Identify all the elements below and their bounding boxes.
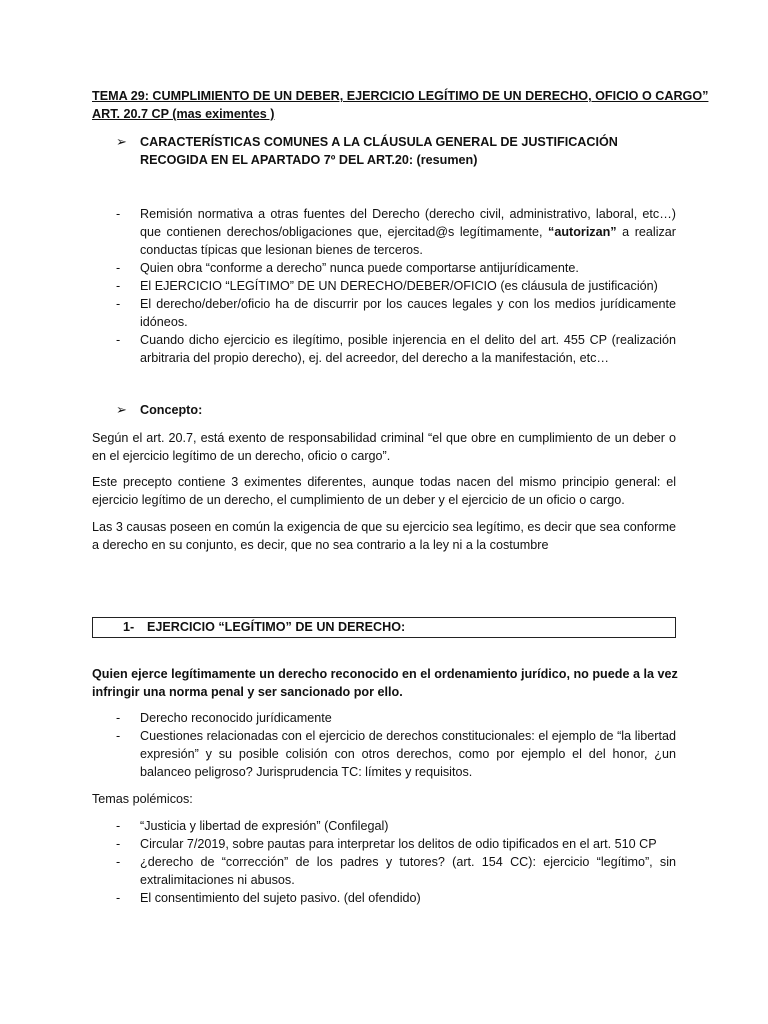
list-item-text (140, 207, 676, 257)
section-number: 1- (123, 620, 135, 634)
dash-bullet: - (116, 333, 121, 347)
arrow-bullet-icon: ➢ (116, 134, 127, 149)
caracteristicas-list (112, 205, 676, 367)
concepto-paragraph: Según el art. 20.7, está exento de responsabilidad criminal “el que obre en cumplimiento de un deber o en el ejercicio legítimo de un derecho, oficio o cargo”. (92, 431, 676, 463)
document-subtitle: ART. 20.7 CP (mas eximentes ) (92, 107, 275, 121)
dash-bullet: - (116, 279, 121, 293)
list-item (112, 727, 676, 781)
list-item (112, 817, 676, 835)
section-heading-text: Concepto: (140, 403, 203, 417)
list-item (112, 709, 676, 727)
document-title: TEMA 29: CUMPLIMIENTO DE UN DEBER, EJERCICIO LEGÍTIMO DE UN DERECHO, OFICIO O CARGO” (92, 89, 709, 103)
temas-list (112, 817, 676, 907)
list-item-text: ¿derecho de “corrección” de los padres y tutores? (art. 154 CC): ejercicio “legítimo”, sin extralimitaciones ni abusos. (140, 855, 676, 887)
list-item (112, 331, 676, 367)
list-item (112, 259, 676, 277)
list-item-text: Cuando dicho ejercicio es ilegítimo, posible injerencia en el delito del art. 455 CP (realización arbitraria del propio derecho), ej. del acreedor, del derecho a la manifestación, etc… (140, 333, 676, 365)
derecho-list (112, 709, 676, 781)
section-heading-text: CARACTERÍSTICAS COMUNES A LA CLÁUSULA GENERAL DE JUSTIFICACIÓN RECOGIDA EN EL APARTADO 7º DEL ART.20: (resumen) (140, 135, 618, 167)
list-item (112, 205, 676, 259)
list-item-text: Derecho reconocido jurídicamente (140, 711, 332, 725)
dash-bullet: - (116, 729, 121, 743)
dash-bullet: - (116, 297, 121, 311)
list-item-text: Quien obra “conforme a derecho” nunca puede comportarse antijurídicamente. (140, 261, 579, 275)
list-item-text: “Justicia y libertad de expresión” (Confilegal) (140, 819, 389, 833)
list-item (112, 277, 676, 295)
list-item-text: Cuestiones relacionadas con el ejercicio de derechos constitucionales: el ejemplo de “la libertad expresión” y su posible colisión con otros derechos, como por ejemplo el del honor, ¿un balanceo peligroso? Jurisprudencia TC: límites y requisitos. (140, 729, 676, 779)
list-item-text: El consentimiento del sujeto pasivo. (del ofendido) (140, 891, 421, 905)
dash-bullet: - (116, 891, 121, 905)
list-item-text-part: a realizar conductas típicas que lesionan bienes de terceros. (140, 225, 676, 257)
list-item (112, 295, 676, 331)
list-item (112, 889, 676, 907)
section-heading-caracteristicas (116, 133, 676, 169)
section-heading-concepto (116, 401, 676, 419)
dash-bullet: - (116, 855, 121, 869)
section-box-ejercicio-legitimo (92, 617, 676, 638)
list-item-text: El EJERCICIO “LEGÍTIMO” DE UN DERECHO/DEBER/OFICIO (es cláusula de justificación) (140, 279, 658, 293)
list-item (112, 853, 676, 889)
list-item (112, 835, 676, 853)
list-item-text: Circular 7/2019, sobre pautas para interpretar los delitos de odio tipificados en el art. 510 CP (140, 837, 657, 851)
list-item-emphasis: “autorizan” (548, 225, 617, 239)
section-box-title: EJERCICIO “LEGÍTIMO” DE UN DERECHO: (147, 620, 406, 634)
dash-bullet: - (116, 837, 121, 851)
list-item-text: El derecho/deber/oficio ha de discurrir por los cauces legales y con los medios jurídicamente idóneos. (140, 297, 676, 329)
concepto-paragraph: Las 3 causas poseen en común la exigencia de que su ejercicio sea legítimo, es decir que sea conforme a derecho en su conjunto, es decir, que no sea contrario a la ley ni a la costumbre (92, 520, 676, 552)
list-item-text-part: Remisión normativa a otras fuentes del Derecho (derecho civil, administrativo, laboral, etc…) que contienen derechos/obligaciones que, ejercitad@s legítimamente, (140, 207, 676, 239)
dash-bullet: - (116, 819, 121, 833)
dash-bullet: - (116, 261, 121, 275)
arrow-bullet-icon: ➢ (116, 402, 127, 417)
dash-bullet: - (116, 207, 121, 221)
concepto-paragraph: Este precepto contiene 3 eximentes diferentes, aunque todas nacen del mismo principio general: el ejercicio legítimo de un derecho, el cumplimiento de un deber y el ejercicio de un oficio o cargo. (92, 475, 676, 507)
temas-label: Temas polémicos: (92, 792, 193, 806)
section-intro: Quien ejerce legítimamente un derecho reconocido en el ordenamiento jurídico, no puede a la vez infringir una norma penal y ser sancionado por ello. (92, 667, 678, 699)
dash-bullet: - (116, 711, 121, 725)
